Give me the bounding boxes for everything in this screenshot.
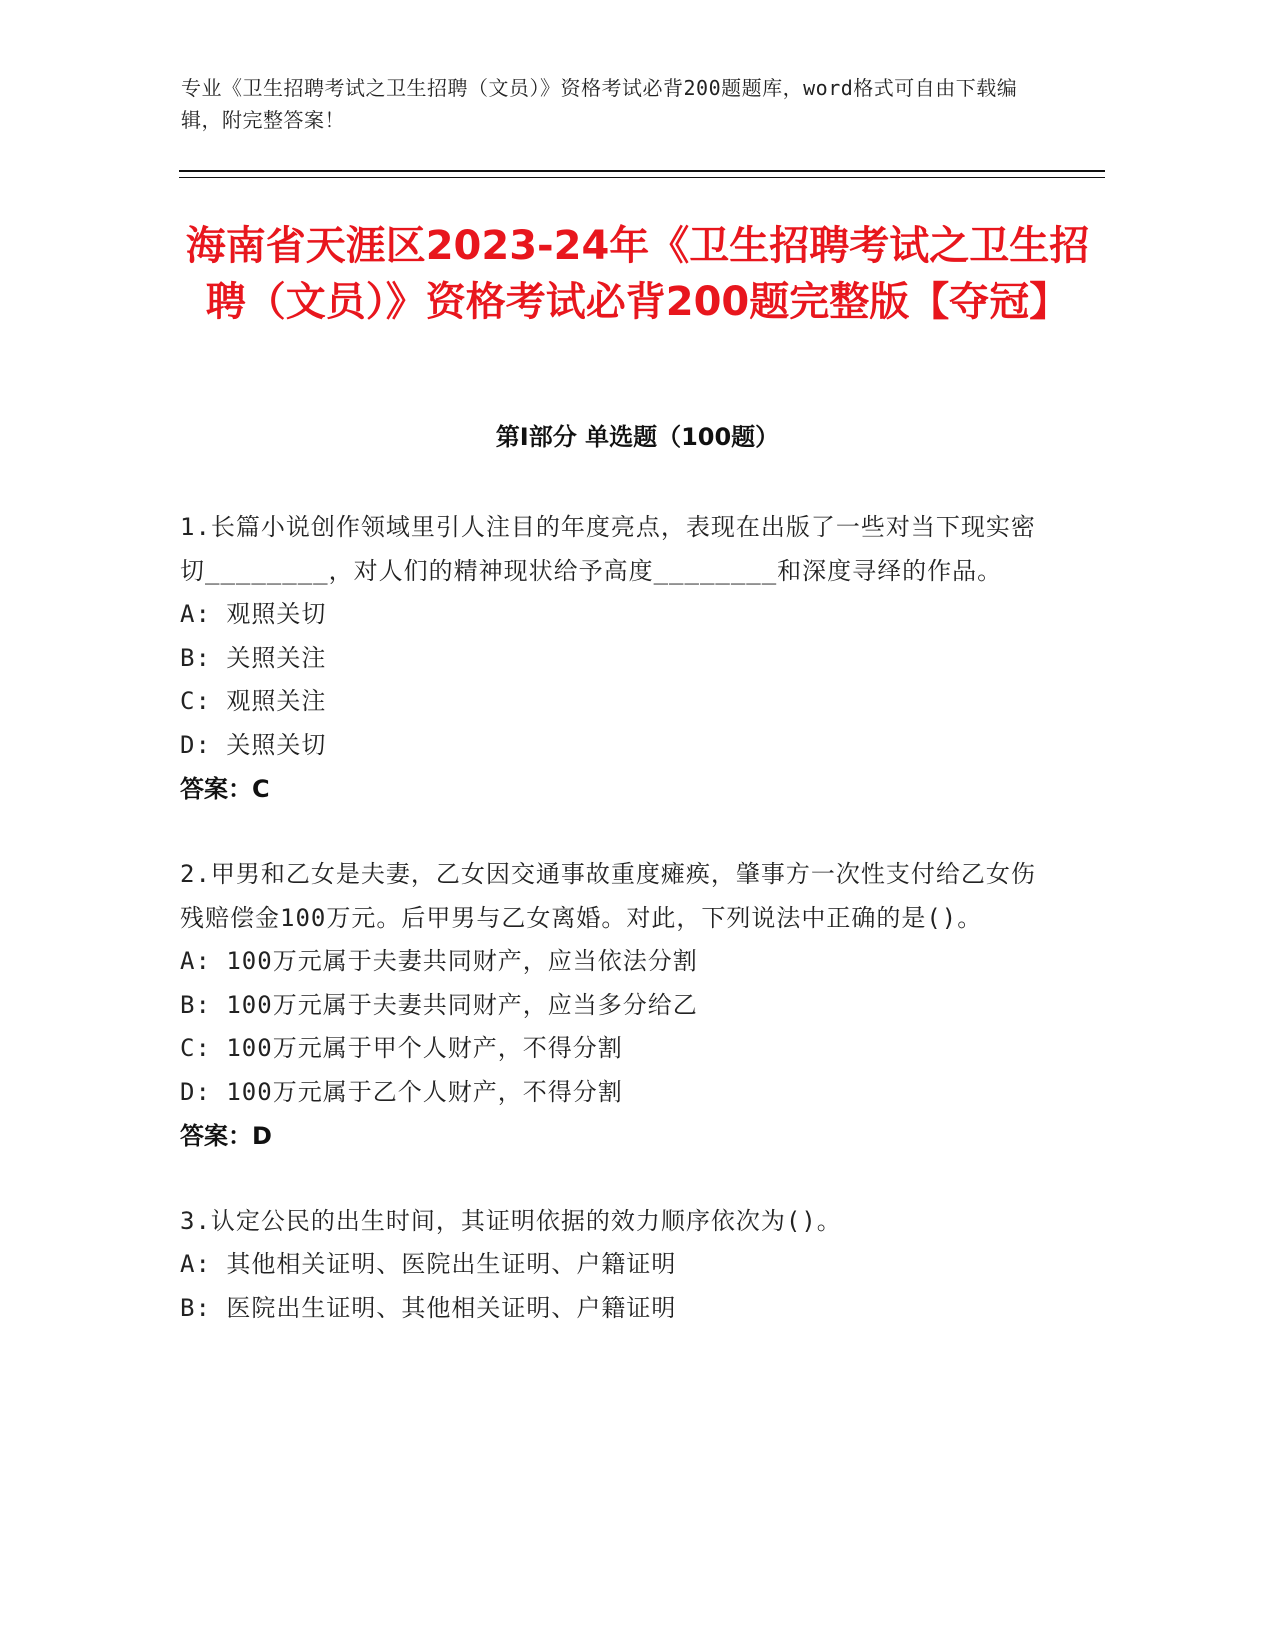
section-title: 第Ⅰ部分 单选题（100题） [495,423,780,451]
option-d: D: 100万元属于乙个人财产，不得分割 [180,1077,623,1106]
question-2 [180,852,1040,1158]
answer: 答案：D [180,1122,272,1150]
question-stem: 3.认定公民的出生时间，其证明依据的效力顺序依次为()。 [180,1207,842,1235]
option-d: D: 关照关切 [180,730,327,759]
header-divider-thick [179,170,1105,172]
option-b: B: 医院出生证明、其他相关证明、户籍证明 [180,1293,677,1322]
option-a: A: 观照关切 [180,600,327,628]
header-note: 专业《卫生招聘考试之卫生招聘（文员）》资格考试必背200题题库，word格式可自由下载编辑，附完整答案！ [181,76,1018,132]
option-b: B: 关照关注 [180,643,327,672]
question-1 [180,505,1040,811]
answer: 答案：C [180,775,270,803]
option-a: A: 100万元属于夫妻共同财产，应当依法分割 [180,947,698,975]
option-b: B: 100万元属于夫妻共同财产，应当多分给乙 [180,990,698,1019]
option-a: A: 其他相关证明、医院出生证明、户籍证明 [180,1250,677,1278]
question-stem: 1.长篇小说创作领域里引人注目的年度亮点，表现在出版了一些对当下现实密切________，对人们的精神现状给予高度________和深度寻绎的作品。 [180,513,1036,585]
option-c: C: 观照关注 [180,687,327,715]
question-stem: 2.甲男和乙女是夫妻，乙女因交通事故重度瘫痪，肇事方一次性支付给乙女伤残赔偿金100万元。后甲男与乙女离婚。对此，下列说法中正确的是()。 [180,860,1036,932]
document-title: 海南省天涯区2023-24年《卫生招聘考试之卫生招聘（文员）》资格考试必背200题完整版【夺冠】 [185,223,1090,325]
option-c: C: 100万元属于甲个人财产，不得分割 [180,1034,623,1062]
header-divider-thin [179,177,1105,178]
question-3 [180,1199,1040,1330]
question-list [180,505,1040,1371]
